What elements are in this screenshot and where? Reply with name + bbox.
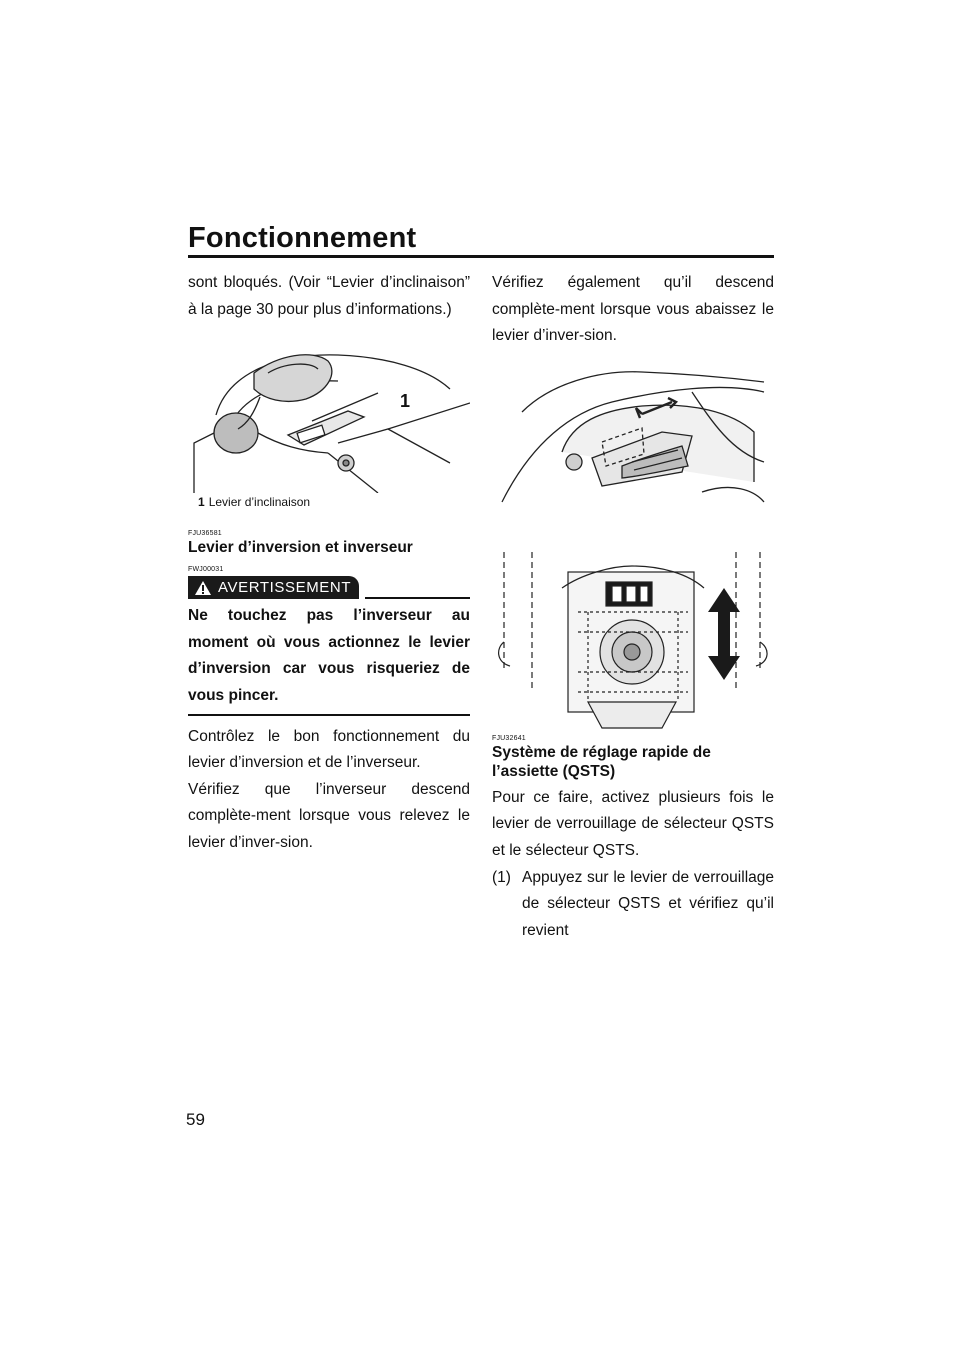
section-ref-code: FJU36581 — [188, 530, 222, 538]
warning-ref-code: FWJ00031 — [188, 566, 224, 574]
section-heading: Système de réglage rapide de l’assiette (QSTS) — [492, 743, 711, 780]
warning-rule — [365, 597, 470, 599]
reverse-gate-illustration — [492, 552, 774, 732]
section-para-1: Pour ce faire, activez plusieurs fois le levier de verrouillage de sélecteur QSTS et le sélecteur QSTS. — [492, 788, 774, 859]
tilt-lever-caption — [198, 495, 470, 509]
left-column — [188, 270, 470, 857]
warning-badge — [188, 576, 359, 599]
tilt-lever-illustration — [188, 333, 470, 493]
reverse-gate-figure — [492, 552, 774, 732]
caption-label: Levier d’inclinaison — [208, 495, 311, 510]
header-rule — [188, 255, 774, 258]
warning-bottom-rule — [188, 714, 470, 716]
page-title: Fonctionnement — [188, 222, 417, 254]
warning-text: Ne touchez pas l’inverseur au moment où vous actionnez le levier d’inversion car vous risqueriez de vous pincer. — [188, 607, 470, 704]
list-item-number: (1) — [492, 868, 511, 886]
warning-label: AVERTISSEMENT — [218, 579, 352, 597]
section-heading: Levier d’inversion et inverseur — [188, 539, 413, 557]
page-number: 59 — [186, 1110, 205, 1129]
section-qsts — [492, 734, 774, 945]
section-ref-code: FJU32641 — [492, 734, 526, 742]
up-down-arrow-icon — [708, 588, 740, 680]
section-para-1: Contrôlez le bon fonctionnement du levier d’inversion et de l’inverseur. — [188, 727, 470, 772]
tilt-lever-figure — [188, 333, 470, 509]
list-item — [492, 865, 774, 945]
reverse-lever-illustration — [492, 362, 774, 512]
right-intro-text: Vérifiez également qu’il descend complète-ment lorsque vous abaissez le levier d’inver-sion. — [492, 274, 774, 345]
section-para-2: Vérifiez que l’inverseur descend complète-ment lorsque vous relevez le levier d’inver-sion. — [188, 780, 470, 851]
list-item-text: Appuyez sur le levier de verrouillage de sélecteur QSTS et vérifiez qu’il revient — [522, 868, 774, 939]
right-column — [492, 270, 774, 944]
section-reverse-lever — [188, 529, 470, 856]
reverse-lever-figure — [492, 362, 774, 512]
tilt-lever-callout-number: 1 — [400, 391, 411, 412]
warning-header — [188, 576, 470, 599]
caption-number: 1 — [198, 495, 205, 510]
warning-triangle-icon — [194, 580, 212, 596]
left-intro-text: sont bloqués. (Voir “Levier d’inclinaison” à la page 30 pour plus d’informations.) — [188, 274, 470, 318]
